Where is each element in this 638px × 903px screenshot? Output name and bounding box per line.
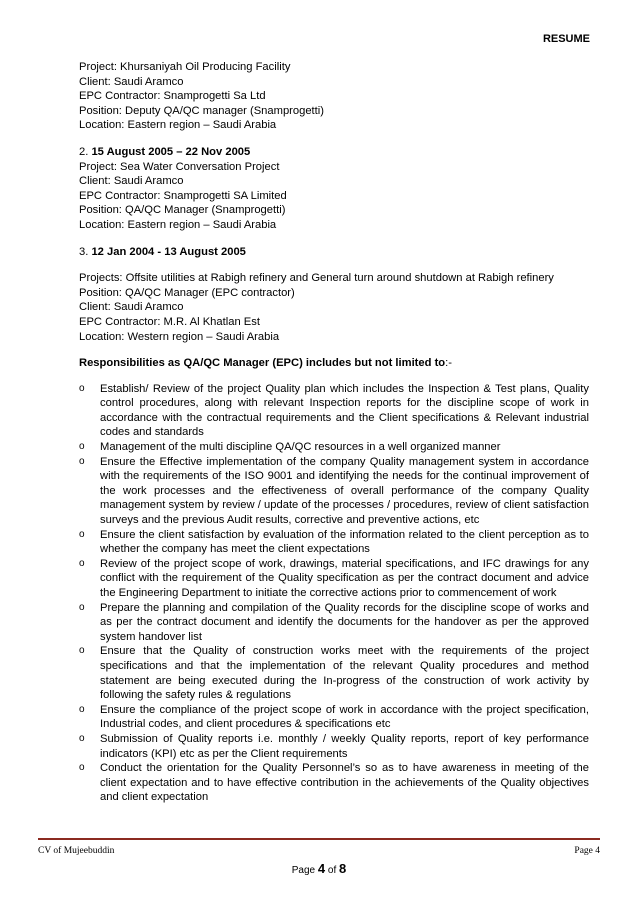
footer-cv-label: CV of Mujeebuddin	[38, 846, 115, 856]
project-2-line: Position: QA/QC Manager (Snamprogetti)	[79, 204, 286, 217]
project-1-line: Location: Eastern region – Saudi Arabia	[79, 119, 277, 132]
bullet-icon: o	[79, 732, 85, 744]
bullet-icon: o	[79, 645, 85, 657]
list-item: o Ensure the client satisfaction by evaluation of the information related to the client perception as to whether the company has meet the client expectations	[79, 528, 589, 556]
bullet-icon: o	[79, 382, 85, 394]
list-item: o Submission of Quality reports i.e. monthly / weekly Quality reports, report of key performance indicators (KPI) etc as per the Client requirements	[79, 732, 589, 760]
responsibilities-list	[79, 382, 589, 805]
page-word: Page	[291, 865, 316, 876]
bullet-icon: o	[79, 703, 85, 715]
list-item: o Ensure that the Quality of construction works meet with the requirements of the project specifications and that the implementation of the relevant Quality procedures and method statement are being executed during the In-progress of the construction of work activity by following the safety rules & regulations	[79, 645, 589, 702]
project-3-line: Position: QA/QC Manager (EPC contractor)	[79, 286, 295, 299]
project-1-line: Position: Deputy QA/QC manager (Snamprogetti)	[79, 104, 324, 117]
bullet-icon: o	[79, 762, 85, 774]
responsibilities-heading	[79, 356, 589, 371]
project-2-dates: 15 August 2005 – 22 Nov 2005	[91, 145, 251, 158]
page-number	[0, 861, 638, 876]
document-body	[79, 60, 589, 805]
project-3-dates: 12 Jan 2004 - 13 August 2005	[91, 245, 246, 258]
bullet-icon: o	[79, 441, 85, 453]
project-3-line: Location: Western region – Saudi Arabia	[79, 330, 280, 343]
project-2-line: EPC Contractor: Snamprogetti SA Limited	[79, 189, 287, 202]
page-total: 8	[339, 861, 347, 876]
project-2-heading	[79, 145, 589, 160]
footer-divider	[38, 838, 600, 840]
bullet-icon: o	[79, 528, 85, 540]
project-2-line: Location: Eastern region – Saudi Arabia	[79, 218, 277, 231]
list-item: o Management of the multi discipline QA/QC resources in a well organized manner	[79, 441, 501, 454]
project-2	[79, 145, 589, 233]
project-3-line: Projects: Offsite utilities at Rabigh refinery and General turn around shutdown at Rabigh refinery	[79, 272, 554, 285]
bullet-icon: o	[79, 455, 85, 467]
project-3-line: Client: Saudi Aramco	[79, 301, 184, 314]
page-of: of	[327, 865, 337, 876]
project-3-line: EPC Contractor: M.R. Al Khatlan Est	[79, 315, 260, 328]
project-1	[79, 60, 589, 133]
responsibilities-title-suffix: :-	[445, 357, 452, 370]
project-3-number: 3.	[79, 245, 89, 258]
page-header-title: RESUME	[542, 33, 590, 45]
bullet-icon: o	[79, 601, 85, 613]
project-2-number: 2.	[79, 145, 89, 158]
project-1-line: EPC Contractor: Snamprogetti Sa Ltd	[79, 90, 266, 103]
bullet-icon: o	[79, 557, 85, 569]
list-item: o Ensure the Effective implementation of the company Quality management system in accordance with the requirements of the ISO 9001 and identifying the needs for the continual improvement of the work processes and the effectiveness of overall performance of the company Quality management system by review / update of the processes / procedures, review of client satisfaction surveys and the previous Audit results, corrective and preventive actions, etc	[79, 455, 589, 527]
responsibilities-title: Responsibilities as QA/QC Manager (EPC) includes but not limited to	[79, 357, 446, 370]
project-2-line: Project: Sea Water Conversation Project	[79, 160, 280, 173]
list-item: o Conduct the orientation for the Quality Personnel’s so as to have awareness in meeting of the client expectation and to have effective contribution in the achievements of the Quality objectives and client expectation	[79, 762, 589, 804]
project-3	[79, 245, 589, 345]
footer-page-label: Page 4	[574, 846, 600, 856]
list-item: o Ensure the compliance of the project scope of work in accordance with the project specification, Industrial codes, and client procedures & specifications etc	[79, 703, 589, 731]
page-current: 4	[317, 861, 326, 876]
project-1-line: Client: Saudi Aramco	[79, 75, 184, 88]
list-item: o Review of the project scope of work, drawings, material specifications, and IFC drawings for any conflict with the requirement of the Quality specification as per the contract document and advice the Engineering Department to initiate the corrective actions prior to commencement of work	[79, 557, 589, 599]
list-item: o Establish/ Review of the project Quality plan which includes the Inspection & Test plans, Quality control procedures, along with relevant Inspection reports for the discipline scope of work in accordance with the contractual requirements and the Client specifications & Relevant industrial codes and standards	[79, 382, 589, 439]
project-1-line: Project: Khursaniyah Oil Producing Facility	[79, 61, 291, 73]
project-3-heading	[79, 245, 589, 260]
project-2-line: Client: Saudi Aramco	[79, 175, 184, 188]
list-item: o Prepare the planning and compilation of the Quality records for the discipline scope of works and as per the contract document and identify the documents for the handover as per the approved system handover list	[79, 601, 589, 643]
